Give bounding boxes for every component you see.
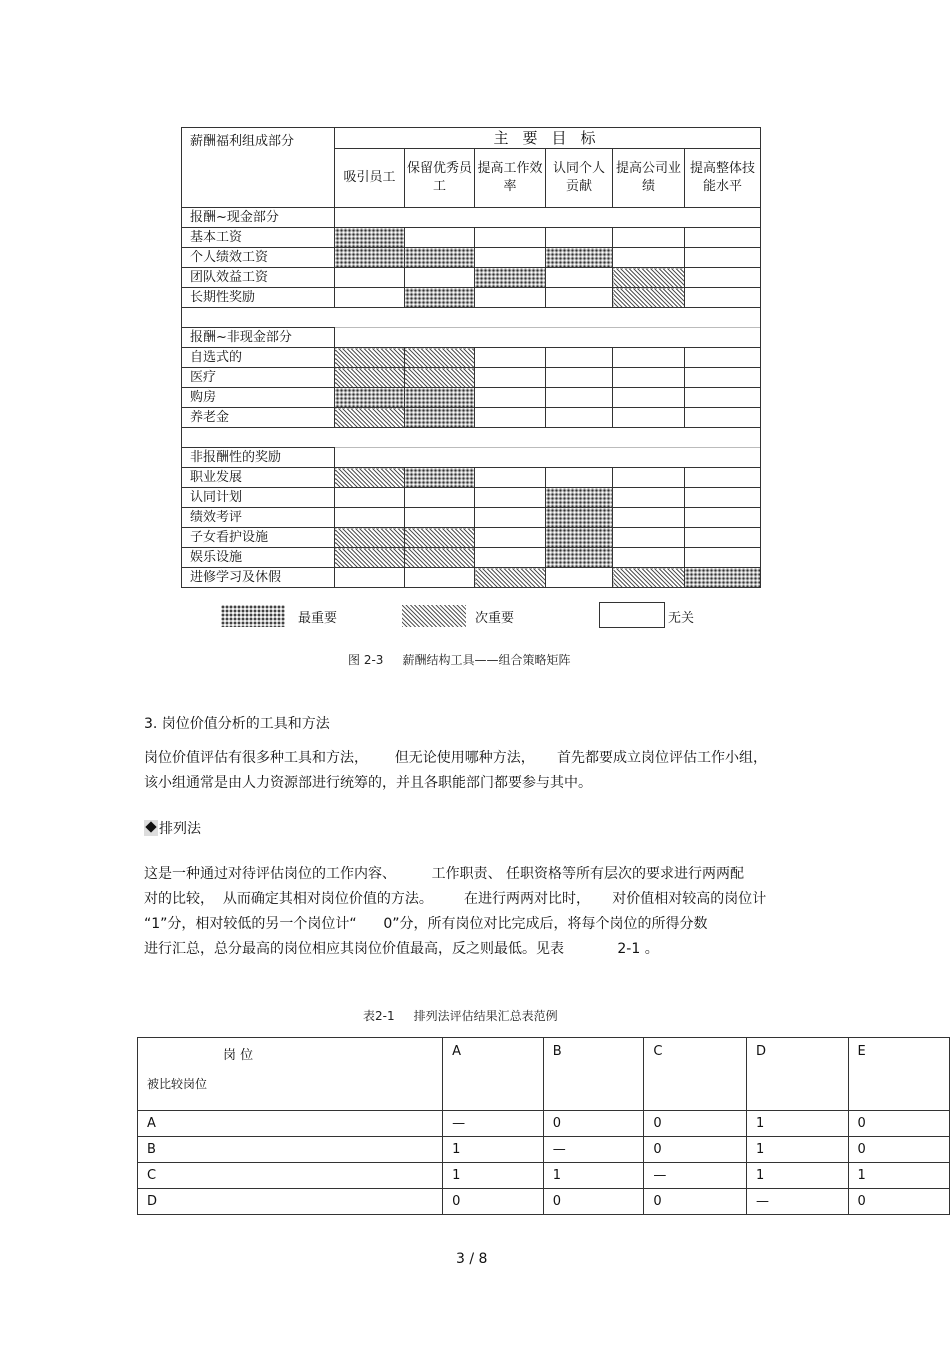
rank-corner-cell	[138, 1038, 443, 1111]
matrix-cell-second	[613, 288, 685, 308]
matrix-row	[182, 508, 761, 528]
matrix-cell-second	[613, 268, 685, 288]
matrix-row	[182, 268, 761, 288]
page-number: 3 / 8	[456, 1251, 488, 1267]
rank-table-row	[138, 1111, 950, 1137]
blank-cell	[182, 308, 761, 328]
section-heading: 3. 岗位价值分析的工具和方法	[144, 716, 330, 732]
matrix-cell-none	[613, 488, 685, 508]
rank-cell: 1	[746, 1163, 848, 1189]
row-label: 子女看护设施	[182, 528, 335, 548]
matrix-cell-none	[613, 468, 685, 488]
matrix-cell-none	[335, 508, 405, 528]
section-label: 非报酬性的奖励	[182, 448, 335, 468]
matrix-cell-most	[546, 528, 613, 548]
strategy-matrix	[181, 127, 761, 588]
diamond-bullet-icon	[144, 820, 158, 836]
matrix-row	[182, 368, 761, 388]
section-label: 报酬~现金部分	[182, 208, 335, 228]
rank-cell: 0	[443, 1189, 544, 1215]
rank-cell: 0	[543, 1189, 644, 1215]
matrix-row	[182, 528, 761, 548]
matrix-cell-none	[405, 508, 475, 528]
matrix-cell-none	[685, 508, 761, 528]
matrix-cell-none	[475, 488, 546, 508]
row-label: 养老金	[182, 408, 335, 428]
rank-cell: 0	[848, 1137, 949, 1163]
matrix-cell-most	[475, 268, 546, 288]
row-label: 娱乐设施	[182, 548, 335, 568]
matrix-cell-second	[405, 528, 475, 548]
goal-column-header: 提高整体技能水平	[685, 149, 761, 208]
rank-cell: 0	[543, 1111, 644, 1137]
rank-cell: 0	[644, 1137, 747, 1163]
matrix-cell-none	[685, 248, 761, 268]
paragraph-1-line: 岗位价值评估有很多种工具和方法， 但无论使用哪种方法， 首先都要成立岗位评估工作小组，	[144, 750, 767, 766]
matrix-cell-none	[685, 548, 761, 568]
matrix-cell-none	[546, 568, 613, 588]
matrix-cell-most	[405, 288, 475, 308]
matrix-cell-none	[475, 248, 546, 268]
matrix-cell-none	[685, 468, 761, 488]
row-label: 认同计划	[182, 488, 335, 508]
rank-cell: 1	[443, 1137, 544, 1163]
row-label: 长期性奖励	[182, 288, 335, 308]
matrix-cell-most	[335, 388, 405, 408]
matrix-cell-most	[335, 248, 405, 268]
goal-column-header: 保留优秀员工	[405, 149, 475, 208]
rank-corner-bottom: 被比较岗位	[147, 1077, 208, 1091]
matrix-row	[182, 388, 761, 408]
matrix-cell-none	[475, 468, 546, 488]
matrix-cell-most	[405, 248, 475, 268]
rank-cell: 1	[848, 1163, 949, 1189]
rank-table-row	[138, 1137, 950, 1163]
section-filler	[335, 208, 761, 228]
matrix-cell-most	[546, 488, 613, 508]
matrix-cell-none	[685, 288, 761, 308]
goal-column-header: 认同个人贡献	[546, 149, 613, 208]
matrix-cell-none	[335, 268, 405, 288]
matrix-cell-none	[475, 368, 546, 388]
rank-table-row	[138, 1189, 950, 1215]
rank-cell: —	[746, 1189, 848, 1215]
goal-column-header: 提高工作效率	[475, 149, 546, 208]
matrix-row	[182, 228, 761, 248]
rank-cell: 1	[443, 1163, 544, 1189]
matrix-cell-none	[405, 228, 475, 248]
matrix-cell-none	[613, 548, 685, 568]
row-label: 自选式的	[182, 348, 335, 368]
matrix-cell-second	[613, 568, 685, 588]
matrix-cell-none	[475, 528, 546, 548]
rank-column-header: A	[443, 1038, 544, 1111]
rank-table-row	[138, 1163, 950, 1189]
rank-cell: —	[644, 1163, 747, 1189]
matrix-cell-none	[685, 348, 761, 368]
matrix-cell-none	[613, 388, 685, 408]
matrix-cell-none	[335, 568, 405, 588]
matrix-cell-none	[546, 388, 613, 408]
matrix-section-row	[182, 328, 761, 348]
rank-cell: —	[443, 1111, 544, 1137]
legend-most-swatch	[221, 605, 285, 627]
matrix-cell-none	[546, 408, 613, 428]
row-label: 医疗	[182, 368, 335, 388]
matrix-row	[182, 348, 761, 368]
rank-cell: 0	[848, 1189, 949, 1215]
goal-column-header: 提高公司业绩	[613, 149, 685, 208]
rank-cell: 0	[644, 1111, 747, 1137]
matrix-blank-row	[182, 308, 761, 328]
paragraph-2-line: 对的比较， 从而确定其相对岗位价值的方法。 在进行两两对比时， 对价值相对较高的岗位计	[144, 891, 767, 907]
rank-row-label: B	[138, 1137, 443, 1163]
rank-row-label: A	[138, 1111, 443, 1137]
row-label: 团队效益工资	[182, 268, 335, 288]
goal-column-header: 吸引员工	[335, 149, 405, 208]
matrix-cell-none	[405, 268, 475, 288]
row-label: 绩效考评	[182, 508, 335, 528]
matrix-main-header: 主要目标	[335, 128, 761, 149]
matrix-cell-none	[546, 468, 613, 488]
section-filler	[335, 448, 761, 468]
matrix-cell-none	[613, 408, 685, 428]
matrix-cell-none	[613, 228, 685, 248]
rank-column-header: D	[746, 1038, 848, 1111]
matrix-cell-none	[546, 228, 613, 248]
matrix-cell-none	[685, 408, 761, 428]
matrix-cell-none	[475, 548, 546, 568]
matrix-cell-none	[405, 488, 475, 508]
matrix-cell-none	[475, 288, 546, 308]
matrix-cell-none	[685, 268, 761, 288]
matrix-cell-none	[475, 388, 546, 408]
matrix-row	[182, 568, 761, 588]
matrix-cell-none	[685, 488, 761, 508]
matrix-cell-none	[685, 528, 761, 548]
legend-second-label: 次重要	[475, 611, 515, 626]
matrix-cell-most	[546, 508, 613, 528]
rank-cell: 1	[543, 1163, 644, 1189]
row-label: 基本工资	[182, 228, 335, 248]
legend-none-swatch	[599, 602, 665, 628]
rank-column-header: E	[848, 1038, 949, 1111]
matrix-row	[182, 288, 761, 308]
row-label: 职业发展	[182, 468, 335, 488]
matrix-corner-label: 薪酬福利组成部分	[182, 128, 335, 208]
matrix-cell-none	[546, 348, 613, 368]
matrix-row	[182, 248, 761, 268]
matrix-cell-none	[613, 348, 685, 368]
matrix-cell-most	[685, 568, 761, 588]
matrix-cell-none	[475, 228, 546, 248]
rank-column-header: C	[644, 1038, 747, 1111]
rank-row-label: D	[138, 1189, 443, 1215]
subheading: 排列法	[159, 821, 201, 837]
matrix-section-row	[182, 208, 761, 228]
matrix-cell-none	[335, 288, 405, 308]
matrix-cell-second	[405, 368, 475, 388]
row-label: 购房	[182, 388, 335, 408]
matrix-cell-second	[475, 568, 546, 588]
matrix-cell-second	[405, 548, 475, 568]
matrix-cell-most	[335, 228, 405, 248]
legend-most-label: 最重要	[298, 611, 338, 626]
matrix-row	[182, 548, 761, 568]
rank-cell: 0	[848, 1111, 949, 1137]
rank-cell: —	[543, 1137, 644, 1163]
rank-cell: 1	[746, 1137, 848, 1163]
matrix-cell-second	[335, 528, 405, 548]
matrix-cell-none	[613, 248, 685, 268]
rank-corner-top: 岗 位	[223, 1048, 254, 1063]
matrix-cell-most	[546, 548, 613, 568]
matrix-section-row	[182, 448, 761, 468]
matrix-cell-none	[405, 568, 475, 588]
section-label: 报酬~非现金部分	[182, 328, 335, 348]
rank-row-label: C	[138, 1163, 443, 1189]
matrix-cell-most	[405, 408, 475, 428]
table-caption: 表2-1 排列法评估结果汇总表范例	[363, 1009, 558, 1023]
blank-cell	[182, 428, 761, 448]
matrix-cell-none	[685, 388, 761, 408]
paragraph-1-line: 该小组通常是由人力资源部进行统筹的，并且各职能部门都要参与其中。	[144, 775, 592, 791]
matrix-cell-none	[475, 508, 546, 528]
matrix-cell-most	[405, 468, 475, 488]
matrix-cell-none	[475, 408, 546, 428]
row-label: 个人绩效工资	[182, 248, 335, 268]
matrix-cell-none	[546, 288, 613, 308]
matrix-cell-none	[546, 268, 613, 288]
paragraph-2-line: “1”分，相对较低的另一个岗位计“ 0”分，所有岗位对比完成后，将每个岗位的所得分数	[144, 916, 708, 932]
matrix-cell-none	[335, 488, 405, 508]
figure-caption: 图 2-3 薪酬结构工具——组合策略矩阵	[348, 653, 571, 667]
matrix-row	[182, 468, 761, 488]
paragraph-2-line: 这是一种通过对待评估岗位的工作内容、 工作职责、 任职资格等所有层次的要求进行两两配	[144, 866, 745, 882]
section-filler	[335, 328, 761, 348]
row-label: 进修学习及休假	[182, 568, 335, 588]
matrix-blank-row	[182, 428, 761, 448]
matrix-cell-none	[613, 368, 685, 388]
matrix-cell-second	[335, 348, 405, 368]
ranking-table	[137, 1037, 950, 1215]
matrix-row	[182, 488, 761, 508]
matrix-cell-second	[335, 368, 405, 388]
paragraph-2-line: 进行汇总，总分最高的岗位相应其岗位价值最高，反之则最低。见表 2-1 。	[144, 941, 659, 957]
matrix-cell-none	[546, 368, 613, 388]
legend-none-label: 无关	[668, 611, 695, 626]
rank-cell: 1	[746, 1111, 848, 1137]
matrix-cell-none	[685, 228, 761, 248]
matrix-cell-none	[613, 508, 685, 528]
matrix-cell-none	[613, 528, 685, 548]
legend-second-swatch	[402, 605, 466, 627]
matrix-cell-most	[405, 388, 475, 408]
matrix-cell-second	[405, 348, 475, 368]
rank-column-header: B	[543, 1038, 644, 1111]
matrix-cell-second	[335, 468, 405, 488]
matrix-cell-most	[546, 248, 613, 268]
matrix-row	[182, 408, 761, 428]
rank-cell: 0	[644, 1189, 747, 1215]
matrix-cell-second	[335, 548, 405, 568]
matrix-cell-none	[475, 348, 546, 368]
matrix-cell-second	[335, 408, 405, 428]
matrix-cell-none	[685, 368, 761, 388]
